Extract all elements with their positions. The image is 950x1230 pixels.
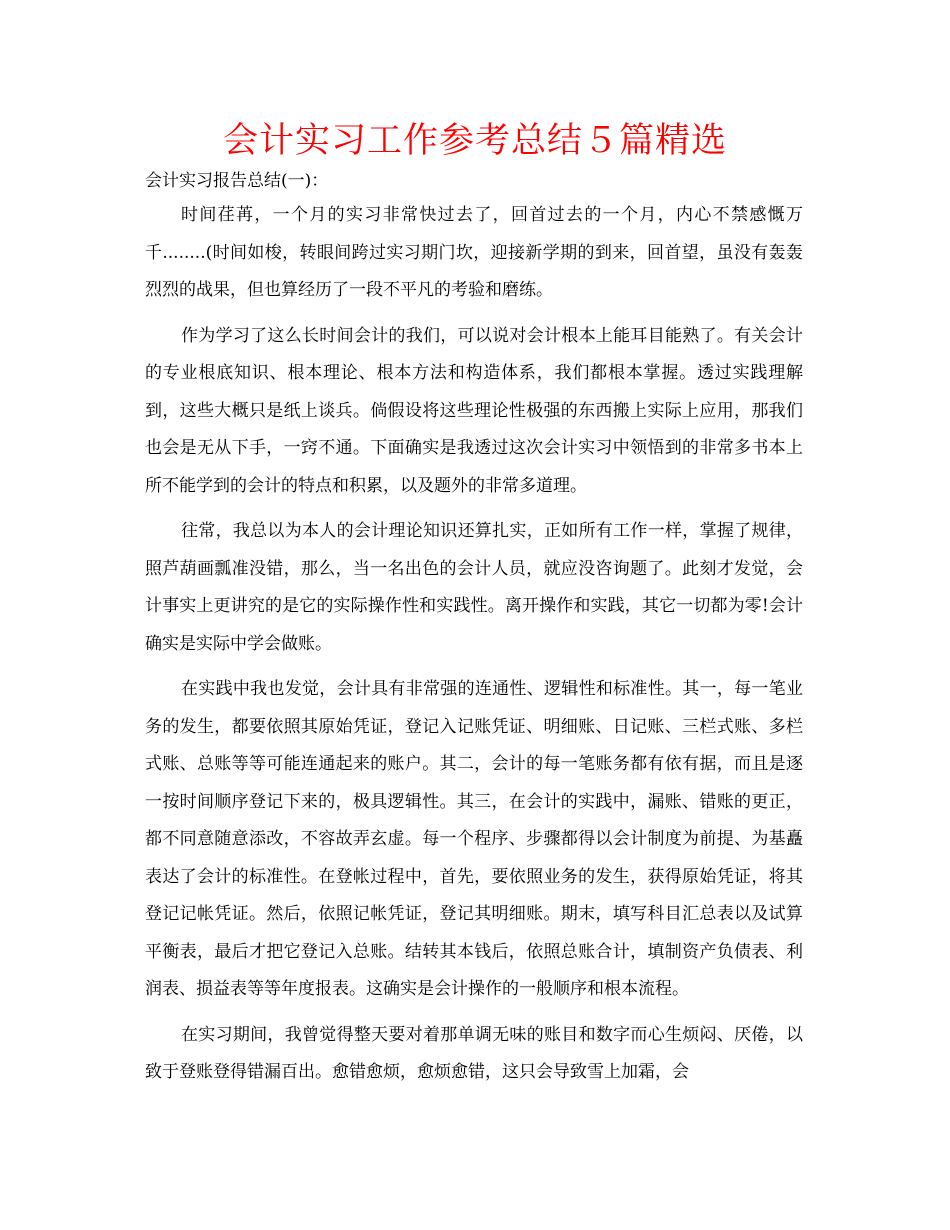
paragraph: 时间荏苒，一个月的实习非常快过去了，回首过去的一个月，内心不禁感慨万千........(时间如梭，转眼间跨过实习期门坎，迎接新学期的到来，回首望，虽没有轰轰烈烈的战果，但也算经历了一段不平凡的考验和磨练。 [145, 205, 803, 300]
paragraph: 作为学习了这么长时间会计的我们，可以说对会计根本上能耳目能熟了。有关会计的专业根底知识、根本理论、根本方法和构造体系，我们都根本掌握。透过实践理解到，这些大概只是纸上谈兵。倘假设将这些理论性极强的东西搬上实际上应用，那我们也会是无从下手，一窍不通。下面确实是我透过这次会计实习中领悟到的非常多书本上所不能学到的会计的特点和积累，以及题外的非常多道理。 [145, 325, 803, 496]
document-body [145, 197, 803, 1100]
paragraph: 在实践中我也发觉，会计具有非常强的连通性、逻辑性和标准性。其一，每一笔业务的发生，都要依照其原始凭证，登记入记账凭证、明细账、日记账、三栏式账、多栏式账、总账等等可能连通起来的账户。其二，会计的每一笔账务都有依有据，而且是逐一按时间顺序登记下来的，极具逻辑性。其三，在会计的实践中，漏账、错账的更正，都不同意随意添改，不容故弄玄虚。每一个程序、步骤都得以会计制度为前提、为基矗表达了会计的标准性。在登帐过程中，首先，要依照业务的发生，获得原始凭证，将其登记记帐凭证。然后，依照记帐凭证，登记其明细账。期末，填写科目汇总表以及试算平衡表，最后才把它登记入总账。结转其本钱后，依照总账合计，填制资产负债表、利润表、损益表等等年度报表。这确实是会计操作的一般顺序和根本流程。 [145, 679, 803, 999]
paragraph: 在实习期间，我曾觉得整天要对着那单调无味的账目和数字而心生烦闷、厌倦，以致于登账登得错漏百出。愈错愈烦，愈烦愈错，这只会导致雪上加霜，会 [145, 1024, 803, 1082]
paragraph: 往常，我总以为本人的会计理论知识还算扎实，正如所有工作一样，掌握了规律，照芦葫画瓢准没错，那么，当一名出色的会计人员，就应没咨询题了。此刻才发觉，会计事实上更讲究的是它的实际操作性和实践性。离开操作和实践，其它一切都为零!会计确实是实际中学会做账。 [145, 521, 803, 654]
document-title: 会计实习工作参考总结５篇精选 [222, 121, 727, 161]
section-heading: 会计实习报告总结(一)： [145, 171, 329, 191]
